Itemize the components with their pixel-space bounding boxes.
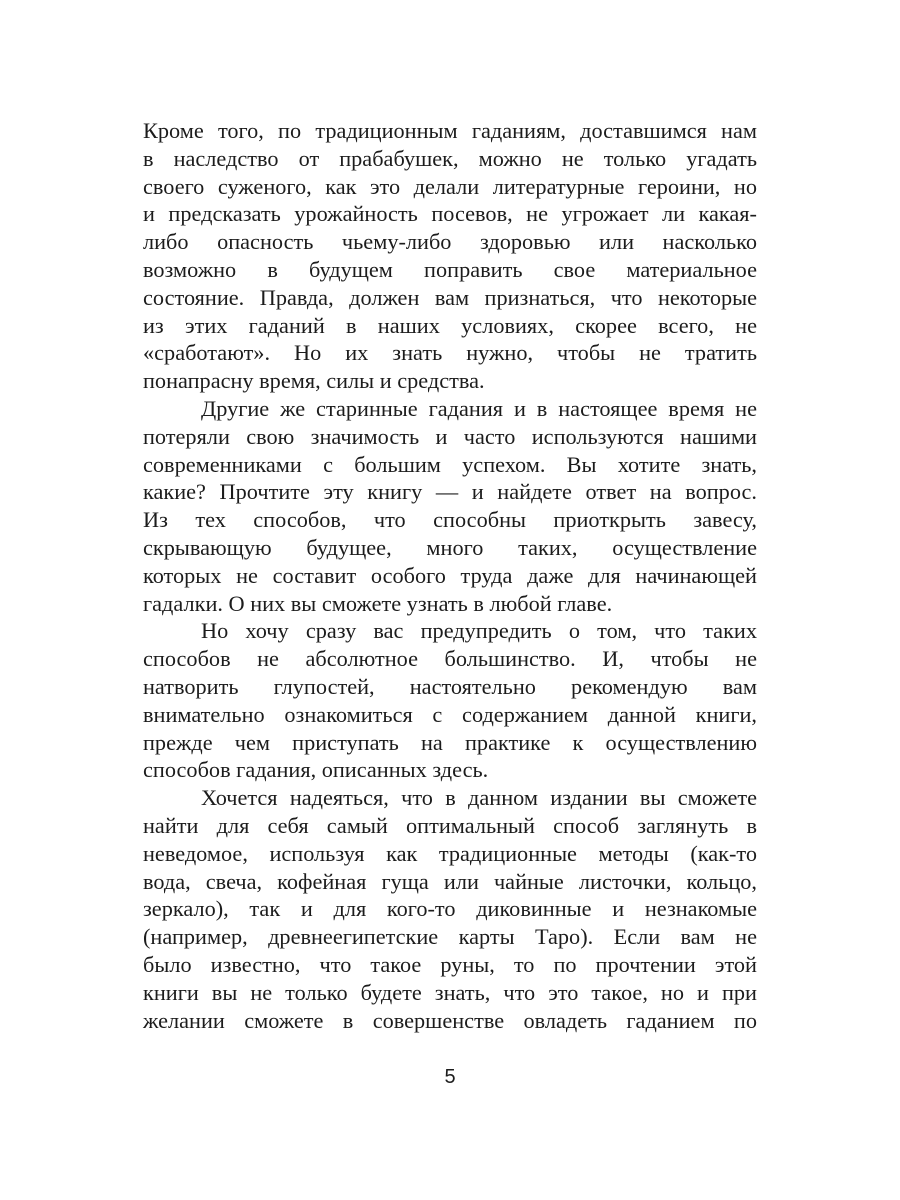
text-line: скрывающую будущее, много таких, осуществление <box>143 534 757 560</box>
text-line: Из тех способов, что способны приоткрыть завесу, <box>143 507 757 533</box>
paragraph <box>143 117 757 395</box>
text-line: желании сможете в совершенстве овладеть гаданием по <box>143 1007 757 1033</box>
text-line: современниками с большим успехом. Вы хотите знать, <box>143 451 757 477</box>
text-line: книги вы не только будете знать, что это такое, но и при <box>143 979 757 1005</box>
paragraph <box>143 784 757 1034</box>
paragraph <box>143 617 757 784</box>
page-number: 5 <box>444 1066 456 1088</box>
text-line: какие? Прочтите эту книгу — и найдете ответ на вопрос. <box>143 479 757 505</box>
text-line: либо опасность чьему-либо здоровью или насколько <box>143 229 757 255</box>
text-line: найти для себя самый оптимальный способ заглянуть в <box>143 812 757 838</box>
text-line: внимательно ознакомиться с содержанием данной книги, <box>143 701 757 727</box>
paragraph <box>143 395 757 617</box>
text-line: из этих гаданий в наших условиях, скорее всего, не <box>143 312 757 338</box>
text-line: понапрасну время, силы и средства. <box>143 368 485 394</box>
text-line: зеркало), так и для кого-то диковинные и незнакомые <box>143 896 757 922</box>
text-line: и предсказать урожайность посевов, не угрожает ли какая- <box>143 201 757 227</box>
text-line: потеряли свою значимость и часто используются нашими <box>143 423 757 449</box>
text-line: своего суженого, как это делали литературные героини, но <box>143 173 757 199</box>
text-line: натворить глупостей, настоятельно рекомендую вам <box>143 673 757 699</box>
text-line: неведомое, используя как традиционные методы (как-то <box>143 840 757 866</box>
text-line: (например, древнеегипетские карты Таро). Если вам не <box>143 924 757 950</box>
text-line: вода, свеча, кофейная гуща или чайные листочки, кольцо, <box>143 868 757 894</box>
text-line: способов гадания, описанных здесь. <box>143 757 489 783</box>
text-line: состояние. Правда, должен вам признаться, что некоторые <box>143 284 757 310</box>
text-line: Другие же старинные гадания и в настоящее время не <box>201 395 757 421</box>
text-line: гадалки. О них вы сможете узнать в любой главе. <box>143 590 613 616</box>
text-line: Но хочу сразу вас предупредить о том, что таких <box>201 618 757 644</box>
text-line: способов не абсолютное большинство. И, чтобы не <box>143 646 757 672</box>
text-line: Хочется надеяться, что в данном издании вы сможете <box>201 785 757 811</box>
text-line: возможно в будущем поправить свое материальное <box>143 256 757 282</box>
text-line: «сработают». Но их знать нужно, чтобы не тратить <box>143 340 757 366</box>
text-line: было известно, что такое руны, то по прочтении этой <box>143 951 757 977</box>
text-line: которых не составит особого труда даже для начинающей <box>143 562 757 588</box>
text-line: в наследство от прабабушек, можно не только угадать <box>143 145 757 171</box>
body-text <box>143 117 757 1034</box>
text-line: Кроме того, по традиционным гаданиям, доставшимся нам <box>143 118 757 143</box>
text-line: прежде чем приступать на практике к осуществлению <box>143 729 757 755</box>
